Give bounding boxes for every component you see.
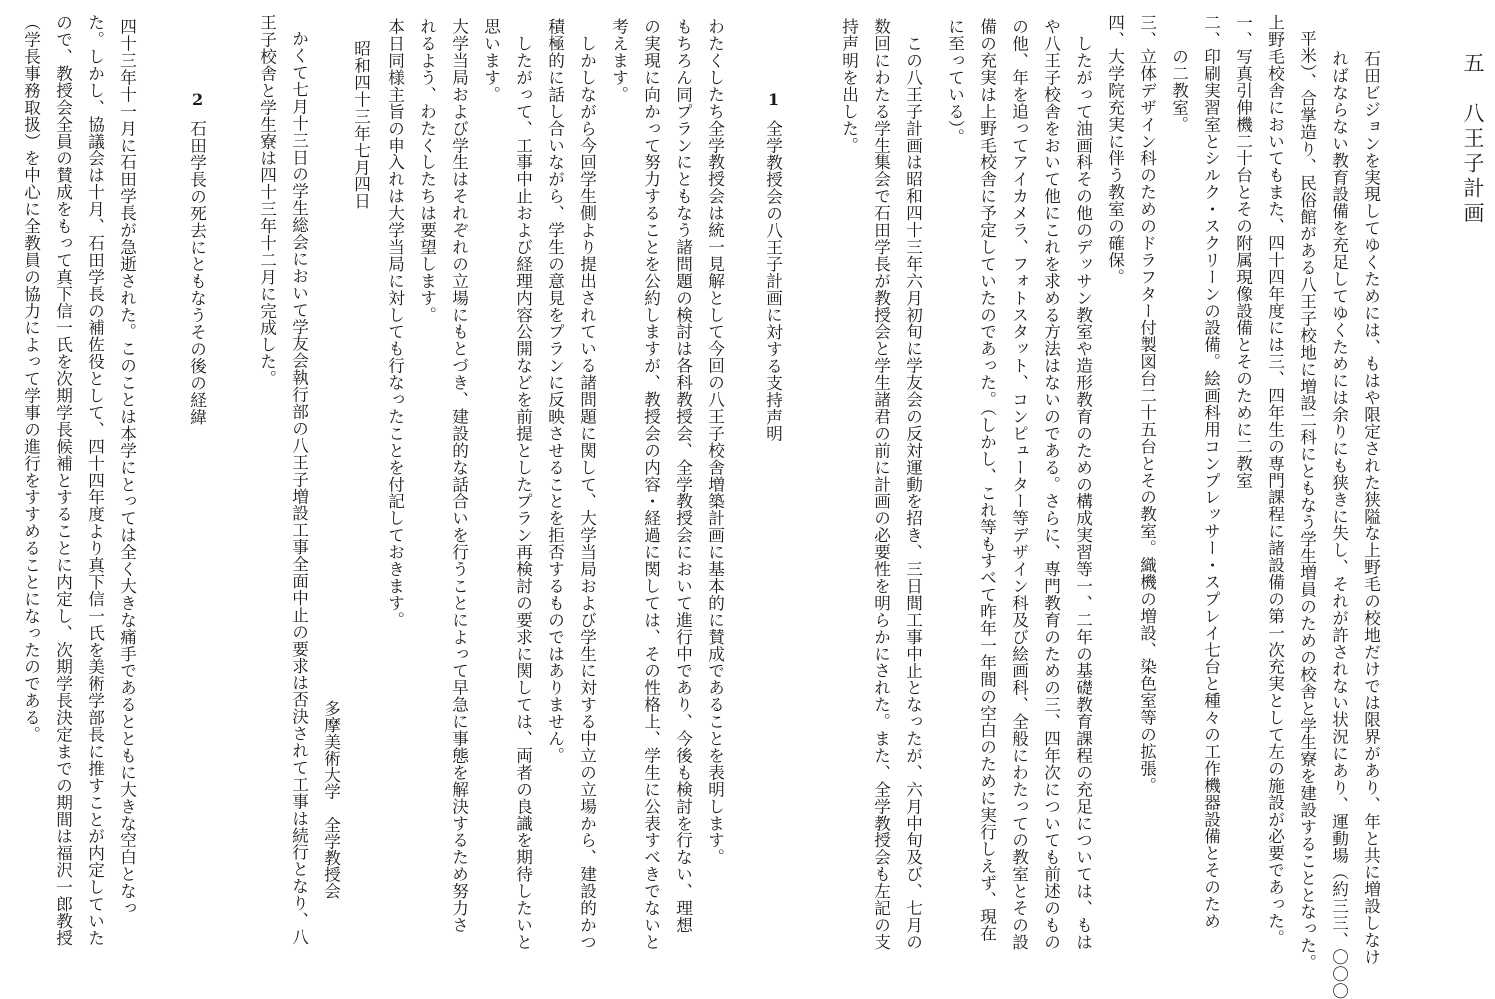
text-line: 上野毛校舎においてもまた、四十四年度には三、四年生の専門課程に諸設備の第一次充実として左の施設が必要であった。 bbox=[1265, 14, 1285, 947]
text-line: （学長事務取扱）を中心に全教員の協力によって学事の進行をすすめることになったのである。 bbox=[21, 14, 41, 743]
list-item: 一、写真引伸機二十台とその附属現像設備とそのために二教室 bbox=[1233, 14, 1253, 489]
text-line: 王子校舎と学生寮は四十三年十二月に完成した。 bbox=[257, 14, 277, 387]
text-line: かくて七月十三日の学生総会において学友会執行部の八王子増設工事全面中止の要求は否決されて工事は続行となり、八 bbox=[289, 30, 309, 946]
statement-line: 本日同様主旨の申入れは大学当局に対しても行なったことを付記しておきます。 bbox=[385, 18, 405, 629]
chapter-title: 五 八王子計画 bbox=[1461, 52, 1485, 227]
statement-line: しかしながら今回学生側より提出されている諸問題に関して、大学当局および学生に対する中立の立場から、建設的かつ bbox=[577, 18, 597, 951]
statement-line: 大学当局および学生はそれぞれの立場にもとづき、建設的な話合いを行うことによって早急に事態を解決するため努力さ bbox=[449, 18, 469, 934]
text-line: 石田ビジョンを実現してゆくためには、もはや限定された狭隘な上野毛の校地だけでは限界があり、年と共に増設しなけ bbox=[1361, 50, 1381, 966]
text-line: や八王子校舎をおいて他にこれを求める方法はないのである。さらに、専門教育のための三、四年次についても前述のもの bbox=[1041, 18, 1061, 951]
text-line: 数回にわたる学生集会で石田学長が教授会と学生諸君の前に計画の必要性を明らかにされた。また、全学教授会も左記の支 bbox=[871, 18, 891, 951]
text-line: た。しかし、協議会は十月、石田学長の補佐役として、四十四年度より真下信一氏を美術学部長に推すことが内定していた bbox=[85, 14, 105, 947]
statement-line: したがって、工事中止および経理内容公開などを前提としたプラン再検討の要求に関しては、両者の良識を期待したいと bbox=[513, 18, 533, 951]
text-line: の他、年を追ってアイカメラ、フォトスタット、コンピューター等デザイン科及び絵画科、全般にわたっての教室とその設 bbox=[1009, 18, 1029, 951]
text-line: 備の充実は上野毛校舎に予定していたのであった。（しかし、これ等もすべて昨年一年間の空白のために実行しえず、現在 bbox=[977, 18, 997, 942]
list-item: 三、立体デザイン科のためのドラフター付製図台二十五台とその教室。織機の増設、染色室等の拡張。 bbox=[1137, 14, 1157, 794]
signature: 多摩美術大学 全学教授会 bbox=[321, 700, 341, 900]
statement-line: 思います。 bbox=[481, 18, 501, 103]
text-line: したがって油画科その他のデッサン教室や造形教育のための構成実習等一、二年の基礎教育課程の充足については、もは bbox=[1073, 18, 1093, 951]
statement-line: 考えます。 bbox=[609, 18, 629, 103]
section-title: 石田学長の死去にともなうその後の経緯 bbox=[187, 120, 207, 426]
statement-line: もちろん同プランにともなう諸問題の検討は各科教授会、全学教授会において進行中であり、今後も検討を行ない、理想 bbox=[673, 18, 693, 934]
section-number: 2 bbox=[192, 90, 204, 109]
text-line: 四十三年十一月に石田学長が急逝された。このことは本学にとっては全く大きな痛手であるとともに大きな空白となっ bbox=[117, 18, 137, 917]
text-line: ればならない教育設備を充足してゆくためには余りにも狭きに失し、それが許されない状況にあり、運動場（約三三、〇〇〇 bbox=[1329, 50, 1349, 999]
text-line: 持声明を出した。 bbox=[839, 18, 859, 154]
text-line: ので、教授会全員の賛成をもって真下信一氏を次期学長候補とすることに内定し、次期学長決定までの期間は福沢一郎教授 bbox=[53, 14, 73, 947]
list-item: の二教室。 bbox=[1169, 14, 1189, 133]
statement-line: わたくしたち全学教授会は統一見解として今回の八王子校舎増築計画に基本的に賛成であることを表明します。 bbox=[705, 18, 725, 866]
statement-line: れるよう、わたくしたちは要望します。 bbox=[417, 18, 437, 324]
section-number: 1 bbox=[768, 90, 780, 109]
date-line: 昭和四十三年七月四日 bbox=[351, 40, 371, 210]
statement-line: の実現に向かって努力することを公約しますが、教授会の内容・経過に関しては、その性格上、学生に公表すべきでないと bbox=[641, 18, 661, 951]
text-line: 平米）、合掌造り、民俗館がある八王子校地に増設二科にともなう学生増員のための校舎と学生寮を建設することとなった。 bbox=[1297, 30, 1317, 971]
text-line: この八王子計画は昭和四十三年六月初旬に学友会の反対運動を招き、三日間工事中止となったが、六月中旬及び、七月の bbox=[903, 18, 923, 951]
list-item: 四、大学院充実に伴う教室の確保。 bbox=[1105, 14, 1125, 286]
statement-line: 積極的に話し合いながら、学生の意見をプランに反映させることを拒否するものではありません。 bbox=[545, 18, 565, 764]
list-item: 二、印刷実習室とシルク・スクリーンの設備。絵画科用コンプレッサー・スプレイ七台と種々の工作機器設備とそのため bbox=[1201, 14, 1221, 930]
section-title: 全学教授会の八王子計画に対する支持声明 bbox=[763, 120, 783, 443]
text-line: に至っている）。 bbox=[945, 18, 965, 146]
